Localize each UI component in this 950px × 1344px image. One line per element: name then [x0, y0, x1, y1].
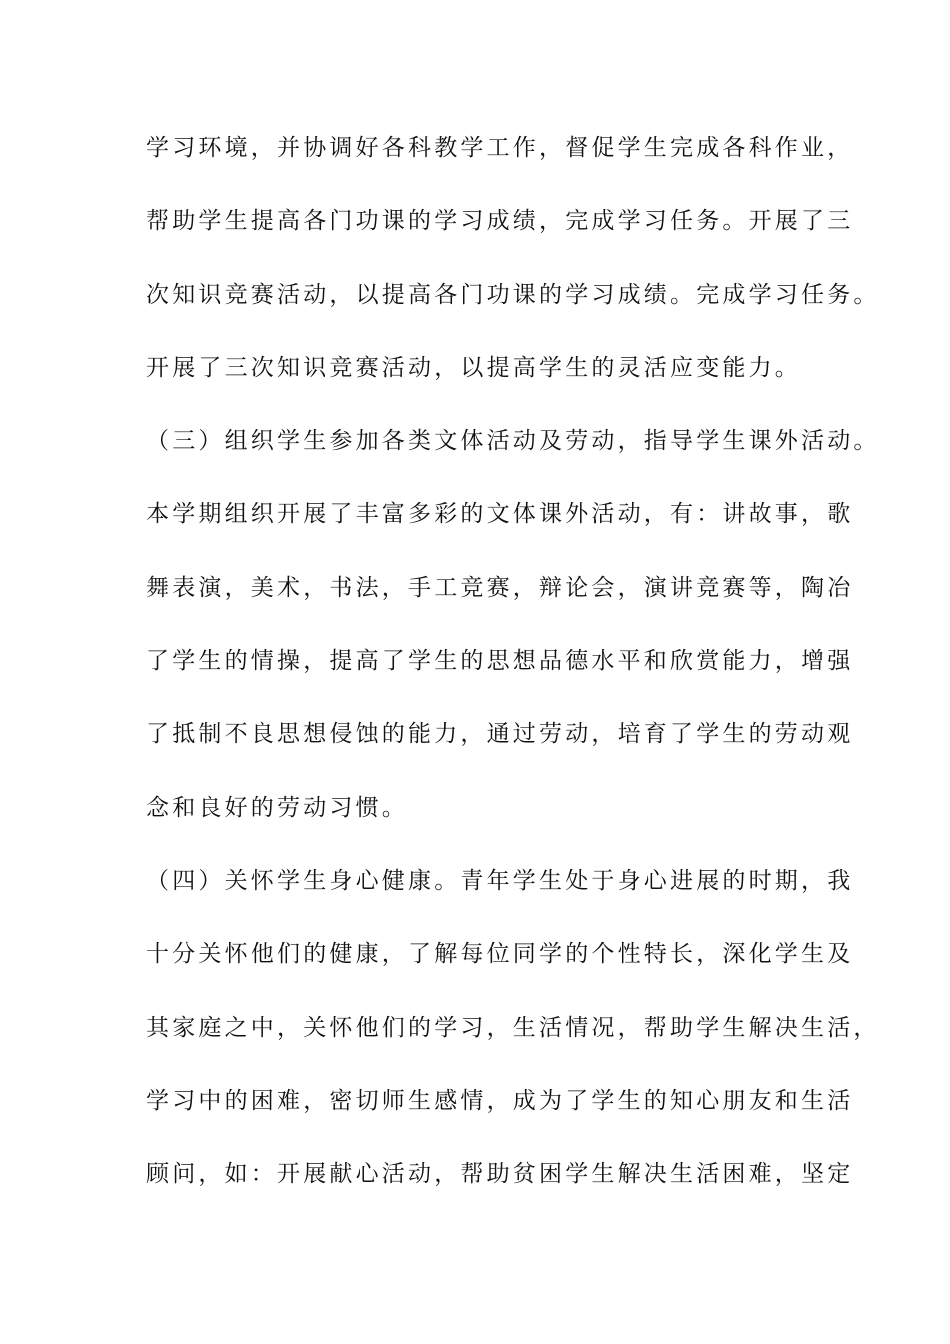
- text-line-2: 帮助学生提高各门功课的学习成绩，完成学习任务。开展了三: [146, 208, 854, 235]
- text-line-6: 本学期组织开展了丰富多彩的文体课外活动，有：讲故事，歌: [146, 501, 854, 528]
- text-line-4: 开展了三次知识竞赛活动，以提高学生的灵活应变能力。: [146, 354, 801, 381]
- text-line-13: 其家庭之中，关怀他们的学习，生活情况，帮助学生解决生活，: [146, 1014, 880, 1041]
- text-line-12: 十分关怀他们的健康，了解每位同学的个性特长，深化学生及: [146, 941, 854, 968]
- text-line-14: 学习中的困难，密切师生感情，成为了学生的知心朋友和生活: [146, 1087, 854, 1114]
- text-line-1: 学习环境，并协调好各科教学工作，督促学生完成各科作业，: [146, 135, 854, 161]
- text-line-9: 了抵制不良思想侵蚀的能力，通过劳动，培育了学生的劳动观: [146, 721, 854, 748]
- text-line-3: 次知识竞赛活动，以提高各门功课的学习成绩。完成学习任务。: [146, 281, 880, 308]
- text-line-10: 念和良好的劳动习惯。: [146, 794, 408, 821]
- section-heading-3: （三）组织学生参加各类文体活动及劳动，指导学生课外活动。: [146, 428, 880, 455]
- text-line-8: 了学生的情操，提高了学生的思想品德水平和欣赏能力，增强: [146, 648, 854, 675]
- text-line-7: 舞表演，美术，书法，手工竞赛，辩论会，演讲竞赛等，陶冶: [146, 574, 854, 601]
- body-text: [146, 128, 880, 1227]
- section-heading-4: （四）关怀学生身心健康。青年学生处于身心进展的时期，我: [146, 867, 854, 894]
- text-line-15: 顾问，如：开展献心活动，帮助贫困学生解决生活困难，坚定: [146, 1161, 854, 1188]
